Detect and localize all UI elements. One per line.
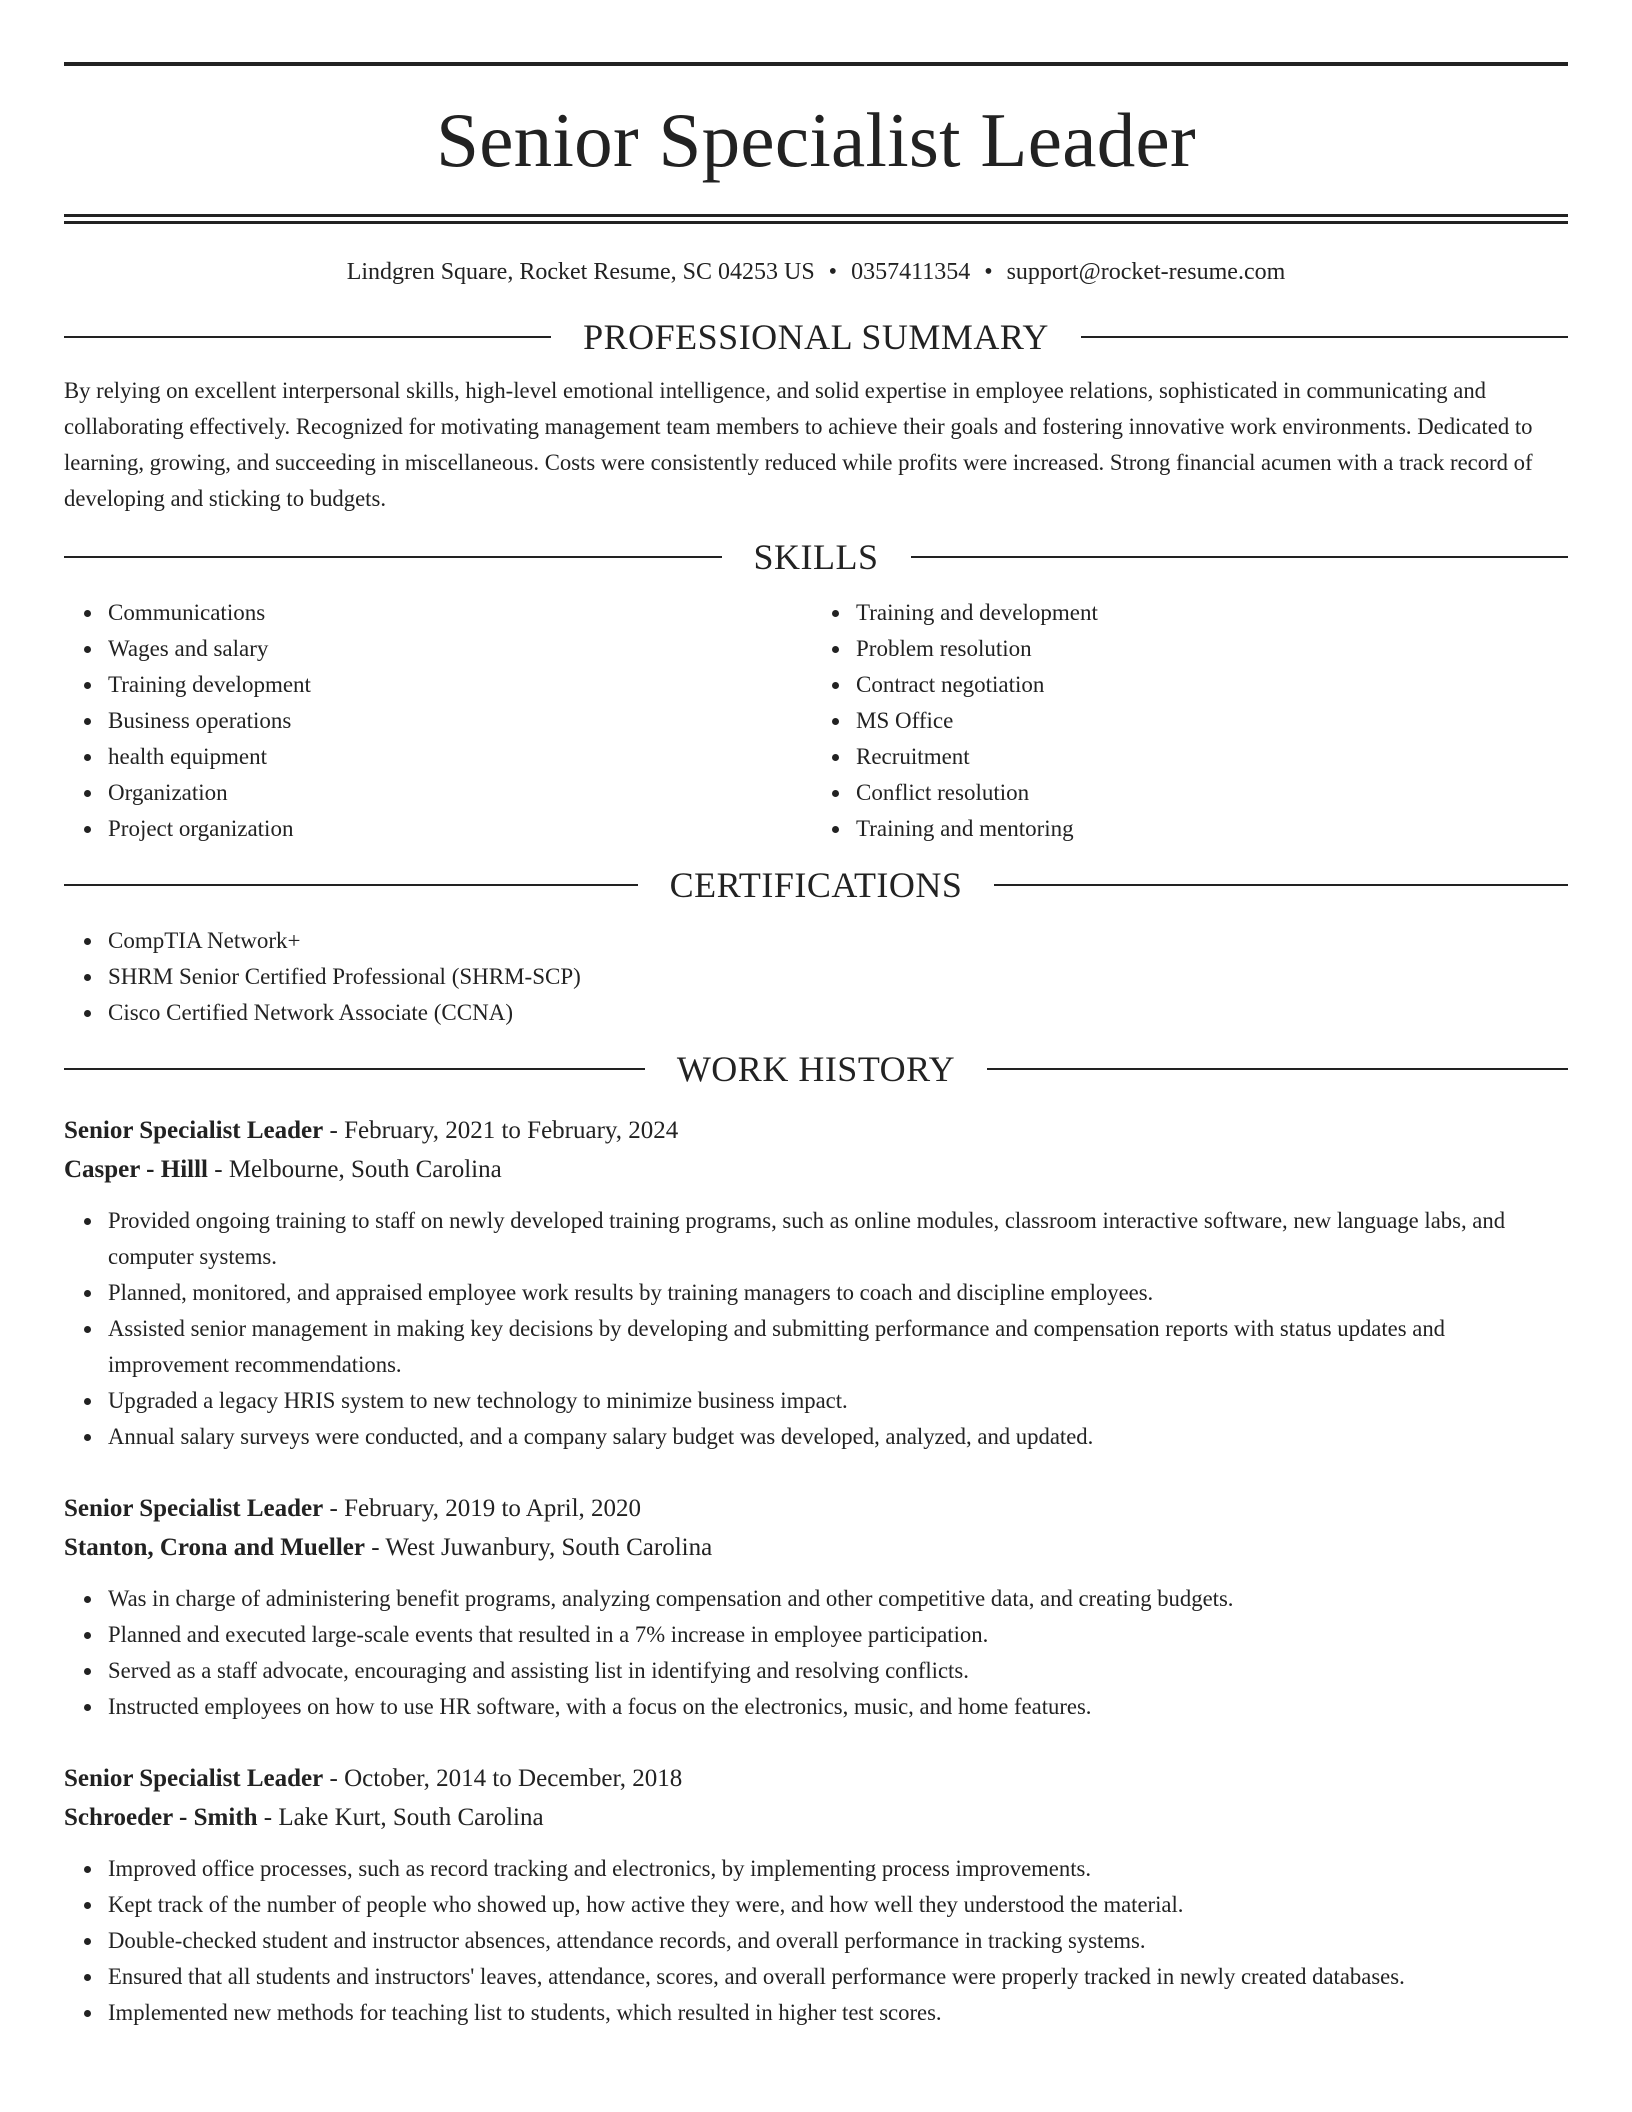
job-dash: - (207, 1156, 229, 1183)
certification-item: Cisco Certified Network Associate (CCNA) (108, 995, 1568, 1031)
job-entry (64, 1489, 1568, 1725)
job-dash: - (257, 1804, 279, 1831)
skill-item: Training and mentoring (856, 811, 1568, 847)
heading-rule (64, 336, 551, 338)
heading-rule (994, 884, 1568, 886)
job-bullet: Served as a staff advocate, encouraging and assisting list in identifying and resolving conflicts. (108, 1653, 1568, 1689)
double-rule (64, 214, 1568, 217)
skill-item: Contract negotiation (856, 667, 1568, 703)
contact-address: Lindgren Square, Rocket Resume, SC 04253 US (346, 259, 815, 285)
heading-rule (911, 556, 1569, 558)
skill-item: Communications (108, 595, 816, 631)
job-bullet: Was in charge of administering benefit programs, analyzing compensation and other competitive data, and creating budgets. (108, 1581, 1568, 1617)
job-company: Schroeder - Smith (64, 1804, 258, 1831)
job-dates: October, 2014 to December, 2018 (344, 1765, 683, 1792)
certification-item: CompTIA Network+ (108, 923, 1568, 959)
top-rule (64, 62, 1568, 66)
job-title-line (64, 1111, 1568, 1150)
job-bullet: Provided ongoing training to staff on newly developed training programs, such as online modules, classroom interactive software, new language labs, and computer systems. (108, 1203, 1568, 1275)
skill-item: MS Office (856, 703, 1568, 739)
job-title: Senior Specialist Leader (64, 1765, 324, 1792)
skill-item: Training and development (856, 595, 1568, 631)
job-dash: - (364, 1534, 386, 1561)
skills-list (64, 595, 1568, 847)
certifications-heading-title: CERTIFICATIONS (669, 865, 963, 905)
skill-item: health equipment (108, 739, 816, 775)
job-entry (64, 1759, 1568, 2031)
job-bullet: Implemented new methods for teaching list to students, which resulted in higher test scores. (108, 1995, 1568, 2031)
certifications-list (64, 923, 1568, 1031)
skills-heading (64, 535, 1568, 579)
job-bullet: Upgraded a legacy HRIS system to new technology to minimize business impact. (108, 1383, 1568, 1419)
job-company-line (64, 1528, 1568, 1567)
job-bullet: Improved office processes, such as record tracking and electronics, by implementing process improvements. (108, 1851, 1568, 1887)
skill-item: Project organization (108, 811, 816, 847)
contact-email: support@rocket-resume.com (1006, 259, 1286, 285)
certification-item: SHRM Senior Certified Professional (SHRM-SCP) (108, 959, 1568, 995)
skill-item: Recruitment (856, 739, 1568, 775)
job-bullet: Planned and executed large-scale events that resulted in a 7% increase in employee participation. (108, 1617, 1568, 1653)
contact-phone: 0357411354 (851, 259, 971, 285)
job-bullet: Planned, monitored, and appraised employee work results by training managers to coach and discipline employees. (108, 1275, 1568, 1311)
work-history-heading (64, 1047, 1568, 1091)
heading-rule (987, 1068, 1568, 1070)
job-company-line (64, 1150, 1568, 1189)
skill-item: Business operations (108, 703, 816, 739)
resume-name: Senior Specialist Leader (436, 97, 1196, 183)
job-bullet: Ensured that all students and instructors' leaves, attendance, scores, and overall performance were properly tracked in newly created databases. (108, 1959, 1568, 1995)
skill-item: Organization (108, 775, 816, 811)
job-bullets (64, 1581, 1568, 1725)
job-title: Senior Specialist Leader (64, 1117, 324, 1144)
job-bullet: Double-checked student and instructor absences, attendance records, and overall performance in tracking systems. (108, 1923, 1568, 1959)
contact-line (64, 257, 1568, 287)
job-bullet: Annual salary surveys were conducted, and a company salary budget was developed, analyzed, and updated. (108, 1419, 1568, 1455)
skill-item: Wages and salary (108, 631, 816, 667)
skill-item: Conflict resolution (856, 775, 1568, 811)
job-entry (64, 1111, 1568, 1455)
job-dash: - (323, 1765, 345, 1792)
job-location: West Juwanbury, South Carolina (385, 1534, 713, 1561)
skills-column-right (816, 595, 1568, 847)
job-dates: February, 2021 to February, 2024 (344, 1117, 679, 1144)
job-company: Stanton, Crona and Mueller (64, 1534, 365, 1561)
work-history-heading-title: WORK HISTORY (676, 1049, 956, 1089)
skill-item: Training development (108, 667, 816, 703)
certifications-heading (64, 863, 1568, 907)
skills-column-left (64, 595, 816, 847)
job-company-line (64, 1798, 1568, 1837)
job-bullets (64, 1851, 1568, 2031)
contact-separator: • (828, 259, 838, 285)
job-title: Senior Specialist Leader (64, 1495, 324, 1522)
heading-rule (64, 556, 722, 558)
heading-rule (64, 1068, 645, 1070)
job-bullet: Assisted senior management in making key decisions by developing and submitting performance and compensation reports with status updates and improvement recommendations. (108, 1311, 1568, 1383)
skill-item: Problem resolution (856, 631, 1568, 667)
heading-rule (64, 884, 638, 886)
job-dash: - (323, 1495, 345, 1522)
summary-text: By relying on excellent interpersonal skills, high-level emotional intelligence, and solid expertise in employee relations, sophisticated in communicating and collaborating effectively. Recognized for motivating management team members to achieve their goals and fostering innovative work environments. Dedicated to learning, growing, and succeeding in miscellaneous. Costs were consistently reduced while profits were increased. Strong financial acumen with a track record of developing and sticking to budgets. (64, 378, 1533, 511)
summary-heading (64, 315, 1568, 359)
job-bullets (64, 1203, 1568, 1455)
job-title-line (64, 1759, 1568, 1798)
heading-rule (1081, 336, 1568, 338)
job-company: Casper - Hilll (64, 1156, 208, 1183)
job-location: Lake Kurt, South Carolina (278, 1804, 544, 1831)
job-bullet: Instructed employees on how to use HR software, with a focus on the electronics, music, and home features. (108, 1689, 1568, 1725)
job-location: Melbourne, South Carolina (228, 1156, 502, 1183)
contact-separator: • (984, 259, 993, 285)
job-dash: - (323, 1117, 345, 1144)
job-dates: February, 2019 to April, 2020 (344, 1495, 642, 1522)
summary-heading-title: PROFESSIONAL SUMMARY (583, 317, 1049, 357)
job-bullet: Kept track of the number of people who showed up, how active they were, and how well they understood the material. (108, 1887, 1568, 1923)
job-title-line (64, 1489, 1568, 1528)
skills-heading-title: SKILLS (753, 537, 879, 577)
